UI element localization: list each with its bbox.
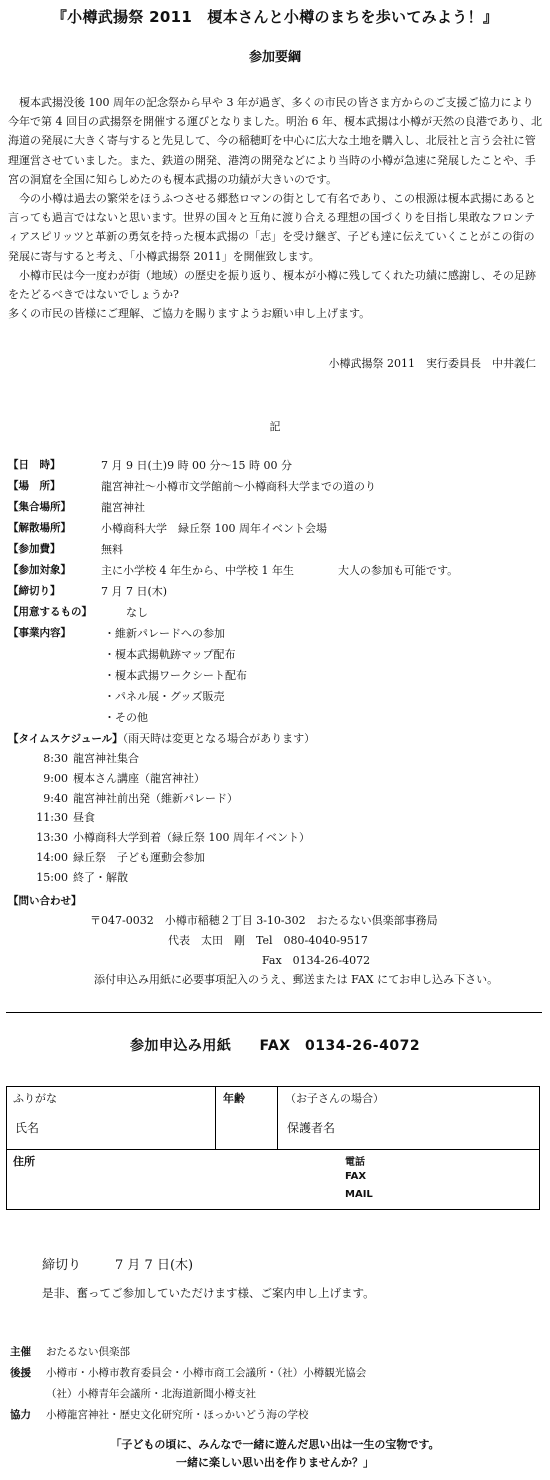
detail-label: 【締切り】 (8, 585, 61, 597)
intro-paragraph: 今の小樽は過去の繁栄をほうふつさせる郷愁ロマンの街として有名であり、この根源は榎本武揚にあると言っても過言ではないと思います。世界の国々と互角に渡り合える理想の国づくりを目指し果敢なフロンティアスピリッツと革新の勇気を持った榎本武揚の「志」を受け継ぎ、子ども達に伝えていくことがこの街の発展に寄与すると考え、「小樽武揚祭 2011」を開催致します。 (8, 192, 536, 263)
phone-label: 電話 (345, 1157, 365, 1168)
detail-label: 【事業内容】 (8, 627, 71, 639)
detail-row-target (8, 560, 548, 581)
sponsors-block (10, 1342, 540, 1426)
sponsor-value: 小樽龍宮神社・歴史文化研究所・ほっかいどう海の学校 (46, 1409, 309, 1421)
event-details (8, 455, 548, 888)
sponsor-row-host (10, 1342, 540, 1363)
detail-label: 【参加対象】 (8, 564, 71, 576)
detail-value: 小樽商科大学 緑丘祭 100 周年イベント会場 (101, 522, 327, 535)
detail-row-deadline (8, 581, 548, 602)
content-item: ・榎本武揚ワークシート配布 (104, 669, 247, 682)
form-divider (277, 1087, 278, 1149)
detail-label: 【解散場所】 (8, 522, 71, 534)
detail-row-place (8, 476, 548, 497)
sponsor-label: 主催 (10, 1346, 31, 1358)
detail-row-fee (8, 539, 548, 560)
page-title: 『小樽武揚祭 2011 榎本さんと小樽のまちを歩いてみよう！』 (51, 8, 499, 26)
schedule-row (28, 868, 548, 888)
form-fax-number: FAX 0134-26-4072 (259, 1038, 421, 1054)
detail-row-date (8, 455, 548, 476)
schedule-time: 11:30 (36, 811, 68, 825)
form-divider (7, 1149, 539, 1150)
closing-line: 「子どもの頃に、みんなで一緒に遊んだ思い出は一生の宝物です。 (110, 1438, 440, 1451)
content-item: ・パネル展・グッズ販売 (104, 690, 225, 703)
content-item: ・榎本武揚軌跡マップ配布 (104, 648, 236, 661)
detail-value: 7 月 9 日(土)9 時 00 分～15 時 00 分 (101, 459, 293, 472)
contact-address: 〒047-0032 小樽市稲穂２丁目 3-10-302 おたるない倶楽部事務局 (90, 914, 438, 927)
schedule-time: 8:30 (43, 752, 68, 765)
fax-label: FAX (345, 1171, 367, 1182)
schedule-event: 昼食 (73, 811, 95, 825)
deadline-label: 締切り (42, 1258, 82, 1273)
sponsor-label: 協力 (10, 1409, 31, 1421)
name-label: 氏名 (15, 1121, 40, 1135)
schedule-event: 緑丘祭 子ども運動会参加 (73, 850, 205, 864)
page-subtitle: 参加要綱 (248, 50, 301, 65)
form-title (0, 1035, 550, 1055)
schedule-row (28, 769, 548, 789)
intro-paragraph: 榎本武揚没後 100 周年の記念祭から早や 3 年が過ぎ、多くの市民の皆さま方からのご支援ご協力により今年で第 4 回目の武揚祭を開催する運びとなりました。明治 6 年、榎本武揚は小樽が天然の良港であり、北海道の発展に大きく寄与すると先見して、今の稲穂町を中心に広大な土地を購入し、北辰社と言う会社に管理運営させていました。また、鉄道の開発、港湾の開発などにより当時の小樽が急速に発展したことや、手宮の洞窟を全国に知らしめたのも榎本武揚の功績が大きいのです。 (8, 96, 542, 186)
schedule-row (28, 848, 548, 868)
schedule-time: 15:00 (36, 870, 68, 884)
schedule-row (28, 828, 548, 848)
form-title-text: 参加申込み用紙 (129, 1038, 232, 1054)
schedule-event: 榎本さん講座（龍宮神社） (73, 771, 205, 785)
detail-extra: 大人の参加も可能です。 (338, 564, 459, 577)
content-items (104, 644, 548, 728)
schedule-time: 9:00 (43, 771, 68, 785)
address-label: 住所 (13, 1155, 35, 1168)
schedule-label: 【タイムスケジュール】 (8, 733, 123, 745)
schedule-event: 小樽商科大学到着（緑丘祭 100 周年イベント） (73, 831, 310, 845)
detail-label: 【集合場所】 (8, 501, 71, 513)
child-note: （お子さんの場合） (285, 1092, 384, 1105)
contact-fax: Fax 0134-26-4072 (262, 954, 371, 967)
detail-row-bring (8, 602, 548, 623)
schedule-event: 龍宮神社集合 (73, 752, 139, 765)
application-form (6, 1086, 540, 1210)
detail-row-content (8, 623, 548, 644)
intro-paragraph: 小樽市民は今一度わが街（地域）の歴史を振り返り、榎本が小樽に残してくれた功績に感謝し、その足跡をたどるべきではないでしょうか? (8, 268, 536, 302)
age-label: 年齢 (223, 1092, 245, 1105)
deadline-block (42, 1254, 193, 1273)
detail-label: 【場 所】 (8, 480, 61, 492)
intro-paragraph: 多くの市民の皆様にご理解、ご協力を賜りますようお願い申し上げます。 (8, 307, 371, 321)
sponsor-row-support (10, 1363, 540, 1384)
intro-text (8, 93, 544, 323)
schedule-note: （雨天時は変更となる場合があります） (122, 732, 316, 745)
deadline-value: 7 月 7 日(木) (115, 1258, 194, 1273)
content-item: ・維新パレードへの参加 (104, 627, 225, 640)
schedule-time: 14:00 (36, 850, 68, 864)
schedule-event: 終了・解散 (73, 870, 128, 884)
sponsor-value: （社）小樽青年会議所・北海道新聞小樽支社 (46, 1388, 256, 1400)
detail-label: 【用意するもの】 (8, 606, 92, 618)
sponsor-value: おたるない倶楽部 (46, 1346, 130, 1358)
section-divider (6, 1012, 542, 1013)
detail-label: 【参加費】 (8, 543, 61, 555)
sponsor-value: 小樽市・小樽市教育委員会・小樽市商工会議所・（社）小樽観光協会 (46, 1367, 367, 1379)
detail-row-gather (8, 497, 548, 518)
contact-instruction: 添付申込み用紙に必要事項記入のうえ、郵送または FAX にてお申し込み下さい。 (94, 973, 499, 986)
form-divider (215, 1087, 216, 1149)
detail-value: 主に小学校 4 年生から、中学校 1 年生 (101, 564, 294, 577)
contact-label: 【問い合わせ】 (8, 895, 82, 907)
sponsor-row-support-2 (10, 1384, 540, 1405)
detail-row-disband (8, 518, 548, 539)
detail-value: なし (126, 606, 148, 619)
schedule-row (28, 749, 548, 769)
closing-message (0, 1436, 550, 1472)
signature: 小樽武揚祭 2011 実行委員長 中井義仁 (328, 357, 536, 370)
detail-value: 無料 (101, 543, 123, 556)
ki-mark: 記 (269, 420, 281, 433)
contact-rep: 代表 太田 剛 Tel 080-4040-9517 (168, 934, 368, 947)
furigana-label: ふりがな (13, 1092, 57, 1105)
invitation-text: 是非、奮ってご参加していただけます様、ご案内申し上げます。 (42, 1286, 375, 1300)
schedule-time: 9:40 (43, 791, 68, 805)
guardian-label: 保護者名 (287, 1121, 336, 1135)
detail-label: 【日 時】 (8, 459, 61, 471)
sponsor-row-coop (10, 1405, 540, 1426)
mail-label: MAIL (345, 1189, 373, 1200)
schedule-time: 13:30 (36, 831, 68, 845)
schedule-row (28, 808, 548, 828)
detail-value: 7 月 7 日(木) (101, 585, 168, 598)
content-item: ・その他 (104, 711, 148, 724)
detail-value: 龍宮神社～小樽市文学館前～小樽商科大学までの道のり (101, 480, 376, 493)
schedule-list (28, 749, 548, 888)
sponsor-label: 後援 (10, 1367, 31, 1379)
detail-value: 龍宮神社 (101, 501, 145, 514)
schedule-event: 龍宮神社前出発（維新パレード） (73, 791, 238, 805)
closing-line: 一緒に楽しい思い出を作りませんか？」 (176, 1456, 374, 1469)
schedule-header (8, 728, 548, 749)
schedule-row (28, 789, 548, 809)
